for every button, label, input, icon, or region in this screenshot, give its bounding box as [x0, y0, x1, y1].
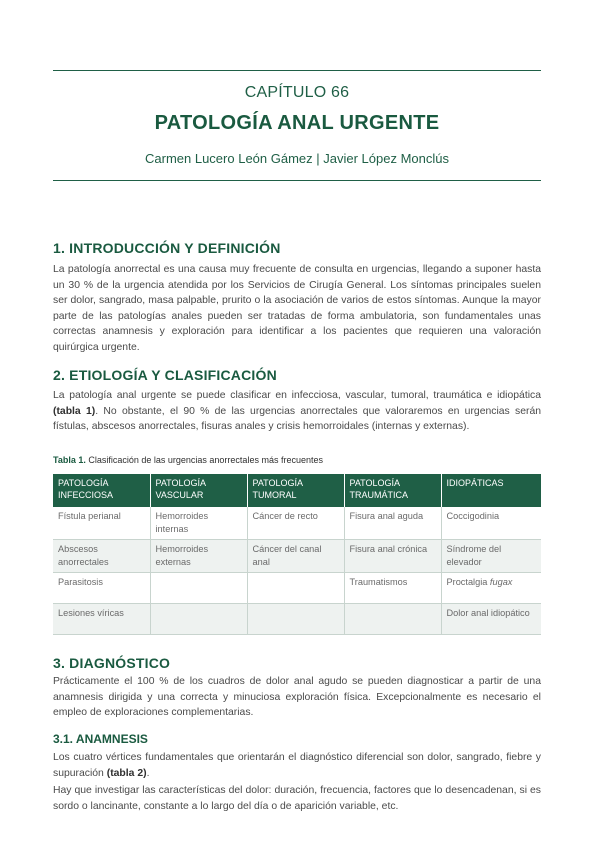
- section-3-1-text-1b: .: [146, 767, 150, 779]
- section-2-text-a: La patología anal urgente se puede clasificar en infecciosa, vascular, tumoral, traumática e idiopática: [53, 390, 541, 401]
- table-cell: [247, 604, 344, 635]
- col-header-vascular: PATOLOGÍA VASCULAR: [150, 474, 247, 507]
- col-header-traumatica: PATOLOGÍA TRAUMÁTICA: [344, 474, 441, 507]
- table-cell: Síndrome del elevador: [441, 540, 541, 573]
- table-cell: Fístula perianal: [53, 507, 150, 540]
- table-1-caption: [53, 455, 323, 465]
- section-3-1-heading: 3.1. ANAMNESIS: [53, 732, 148, 746]
- section-2-text-b: . No obstante, el 90 % de las urgencias anorrectales que valoraremos en urgencias serán fístulas, abscesos anorrectales, fisuras anales y crisis hemorroidales (internas y externas).: [53, 405, 541, 432]
- table-1-caption-text: Clasificación de las urgencias anorrectales más frecuentes: [85, 455, 323, 465]
- table-cell: Fisura anal crónica: [344, 540, 441, 573]
- table-cell: [150, 573, 247, 604]
- table-cell: Cáncer del canal anal: [247, 540, 344, 573]
- section-2-heading: 2. ETIOLOGÍA Y CLASIFICACIÓN: [53, 367, 277, 383]
- proctalgia-label: Proctalgia: [446, 577, 490, 587]
- table-cell: [344, 604, 441, 635]
- authors: Carmen Lucero León Gámez | Javier López Monclús: [145, 151, 449, 166]
- section-1-heading: 1. INTRODUCCIÓN Y DEFINICIÓN: [53, 240, 281, 256]
- section-3-heading: 3. DIAGNÓSTICO: [53, 655, 171, 671]
- table-cell: Coccigodinia: [441, 507, 541, 540]
- section-2-text: [53, 388, 541, 435]
- chapter-label: CAPÍTULO 66: [244, 84, 350, 101]
- table-row: [53, 573, 541, 604]
- section-3-text: Prácticamente el 100 % de los cuadros de dolor anal agudo se pueden diagnosticar a partir de una anamnesis dirigida y una correcta y minuciosa exploración física. Excepcionalmente es necesario el empleo de exploraciones complementarias.: [53, 676, 541, 718]
- classification-table: [53, 474, 541, 635]
- table-cell: Traumatismos: [344, 573, 441, 604]
- section-3-1-text-1: [53, 750, 541, 781]
- section-1-text: La patología anorrectal es una causa muy frecuente de consulta en urgencias, llegando a suponer hasta un 30 % de la urgencia atendida por los Servicios de Cirugía General. Los síntomas principales suelen ser dolor, sangrado, masa palpable, prurito o la asociación de varios de estos síntomas. Aunque la mayor parte de las patologías anales pueden ser tratadas de forma ambulatoria, son fundamentales unas correctas anamnesis y exploración para identificar a los pacientes que requieren una valoración quirúrgica urgente.: [53, 264, 541, 353]
- col-header-idiopaticas: IDIOPÁTICAS: [441, 474, 541, 507]
- table-cell: Parasitosis: [53, 573, 150, 604]
- table-cell: Hemorroides internas: [150, 507, 247, 540]
- table-2-reference[interactable]: (tabla 2): [106, 767, 147, 779]
- table-1-caption-label: Tabla 1.: [53, 455, 86, 465]
- col-header-tumoral: PATOLOGÍA TUMORAL: [247, 474, 344, 507]
- table-cell: Fisura anal aguda: [344, 507, 441, 540]
- chapter-title: PATOLOGÍA ANAL URGENTE: [154, 112, 440, 134]
- table-header-row: [53, 474, 541, 507]
- col-header-infecciosa: PATOLOGÍA INFECCIOSA: [53, 474, 150, 507]
- table-row: [53, 604, 541, 635]
- section-3-1-text-1a: Los cuatro vértices fundamentales que orientarán el diagnóstico diferencial son dolor, sangrado, fiebre y supuración: [53, 752, 541, 779]
- table-cell: [150, 604, 247, 635]
- table-cell: Hemorroides externas: [150, 540, 247, 573]
- fugax-term: fugax: [489, 577, 513, 587]
- section-3-1-text-2: Hay que investigar las características del dolor: duración, frecuencia, factores que lo desencadenan, si es sordo o lancinante, constante a lo largo del día o de aparición variable, etc.: [53, 785, 541, 812]
- table-cell: [441, 573, 541, 604]
- bottom-divider: [53, 180, 541, 181]
- table-row: [53, 507, 541, 540]
- table-cell: Abscesos anorrectales: [53, 540, 150, 573]
- table-cell: Dolor anal idiopático: [441, 604, 541, 635]
- table-row: [53, 540, 541, 573]
- top-divider: [53, 70, 541, 71]
- table-cell: Cáncer de recto: [247, 507, 344, 540]
- table-1-reference[interactable]: (tabla 1): [53, 405, 96, 417]
- table-cell: Lesiones víricas: [53, 604, 150, 635]
- table-cell: [247, 573, 344, 604]
